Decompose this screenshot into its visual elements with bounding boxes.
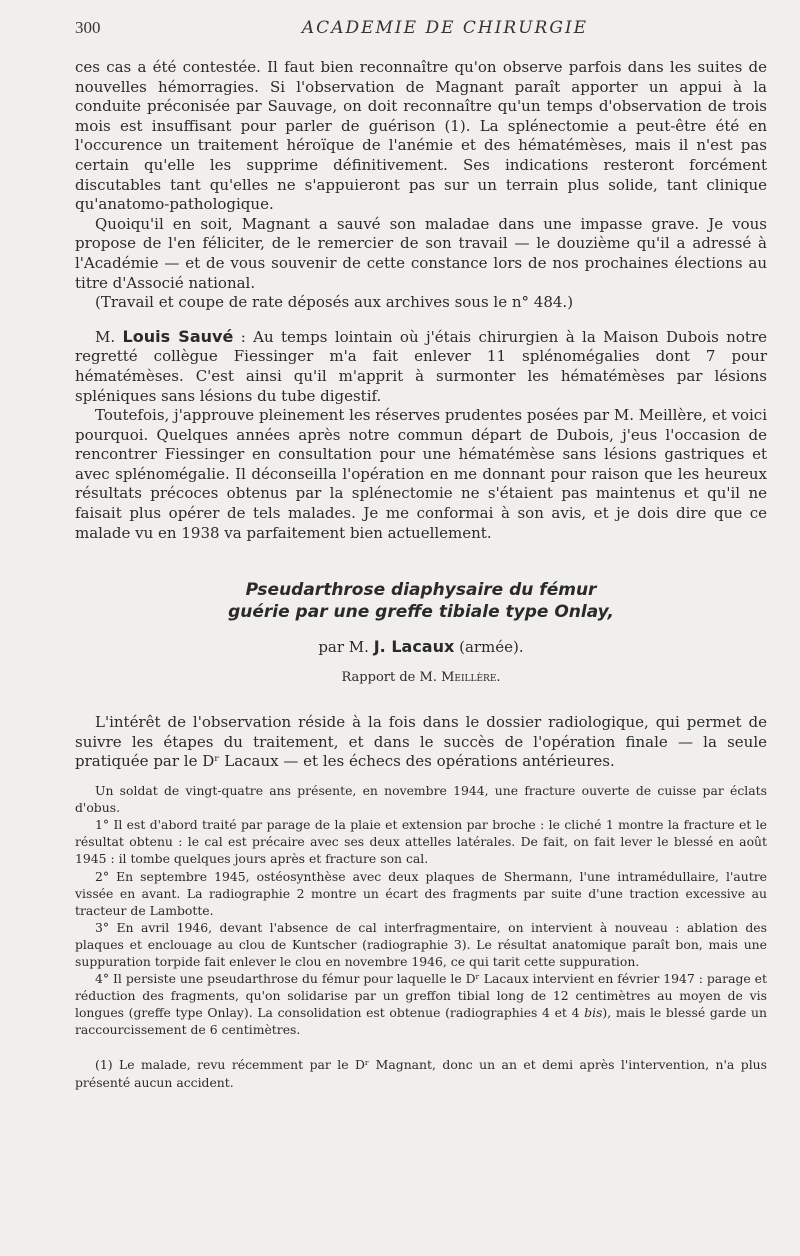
article-byline: par M. J. Lacaux (armée).	[318, 637, 524, 657]
speaker-text: : Au temps lointain où j'étais chirurgien à la Maison Dubois notre regretté collègue Fiessinger m'a fait enlever 11 splénomégalies dont 7 pour hématémèses. C'est ainsi qu'il m'apprit à surmonter les hématémèses par lésions spléniques sans lésions du tube digestif.	[75, 327, 767, 405]
article-author: J. Lacaux	[373, 637, 455, 657]
paragraph-continuation: ces cas a été contestée. Il faut bien reconnaître qu'on observe parfois dans les suites de nouvelles hémorragies. Si l'observation de Magnant paraît apporter un appui à la conduite préconisée par Sauvage, on doit reconnaître qu'un temps d'observation de trois mois est insuffisant pour parler de guérison (1). La splénectomie a peut-être été en l'occurence un traitement héroïque de l'anémie et des hématémèses, mais il n'est pas certain qu'elle les supprime définitivement. Ses indications resteront forcément discutables tant qu'elles ne s'appuieront pas sur un terrain plus solide, tant clinique qu'anatomo-pathologique.	[75, 58, 767, 214]
paragraph-sauve-reservations: Toutefois, j'approuve pleinement les réserves prudentes posées par M. Meillère, et voici pourquoi. Quelques années après notre commun départ de Dubois, j'eus l'occasion de rencontrer Fiessinger en consultation pour une hématémèse sans lésions gastriques et avec splénomégalie. Il déconseilla l'opération en me donnant pour raison que les heureux résultats précoces obtenus par la splénectomie ne s'étaient pas maintenus et qu'il ne faisait plus opérer de tels malades. Je me conformai à son avis, et je dois dire que ce malade vu en 1938 va parfaitement bien actuellement.	[75, 406, 768, 542]
footnote	[75, 1056, 767, 1090]
paragraph-intro: L'intérêt de l'observation réside à la fois dans le dossier radiologique, qui permet de suivre les étapes du traitement, et dans le succès de l'opération finale — la seule pratiquée par le Dʳ Lacaux — et les échecs des opérations antérieures.	[75, 713, 767, 771]
speaker-name: Louis Sauvé	[122, 326, 234, 346]
journal-title: ACADEMIE DE CHIRURGIE	[301, 18, 589, 38]
speaker-prefix: M.	[95, 327, 116, 346]
case-paragraph-3: 2° En septembre 1945, ostéosynthèse avec deux plaques de Shermann, l'une intramédullaire, l'autre vissée en avant. La radiographie 2 montre un écart des fragments par suite d'une traction excessive au tracteur de Lambotte.	[75, 868, 767, 918]
footnote-text: (1) Le malade, revu récemment par le Dʳ Magnant, donc un an et demi après l'intervention, n'a plus présenté aucun accident.	[75, 1057, 767, 1090]
case-paragraph-5: 4° Il persiste une pseudarthrose du fémur pour laquelle le Dʳ Lacaux intervient en février 1947 : parage et réduction des fragments, qu'on solidarise par un greffon tibial long de 12 centimètres au moyen de vis longues (greffe type Onlay). La consolidation est obtenue (radiographies 4 et 4 bis), mais le blessé garde un raccourcissement de 6 centimètres.	[75, 971, 767, 1038]
paragraph-archive-note: (Travail et coupe de rate déposés aux archives sous le n° 484.)	[95, 293, 574, 312]
case-report	[75, 782, 767, 1038]
article-report-line: Rapport de M. Meillère.	[341, 670, 501, 686]
article-heading	[75, 579, 767, 685]
page-number: 300	[75, 18, 101, 37]
report-author: Meillère.	[441, 670, 501, 686]
article-title-line-2: guérie par une greffe tibiale type Onlay,	[228, 602, 614, 623]
page-body	[75, 58, 767, 1091]
paragraph-conclusion: Quoiqu'il en soit, Magnant a sauvé son maladae dans une impasse grave. Je vous propose de l'en féliciter, de le remercier de son travail — le douzième qu'il a adressé à l'Académie — et de vous souvenir de cette constance lors de nos prochaines élections au titre d'Associé national.	[75, 214, 767, 292]
article-affiliation: (armée).	[459, 638, 524, 657]
paragraph-sauve-intervention	[75, 327, 767, 406]
case-paragraph-2: 1° Il est d'abord traité par parage de la plaie et extension par broche : le cliché 1 montre la fracture et le résultat obtenu : le cal est précaire avec ses deux attelles latérales. De fait, on fait lever le blessé en août 1945 : il tombe quelques jours après et fracture son cal.	[75, 817, 767, 867]
case-paragraph-4: 3° En avril 1946, devant l'absence de cal interfragmentaire, on intervient à nouveau : ablation des plaques et enclouage au clou de Kuntscher (radiographie 3). Le résultat anatomique paraît bon, mais une suppuration torpide fait enlever le clou en novembre 1946, ce qui tarit cette suppuration.	[75, 919, 767, 969]
article-title-line-1: Pseudarthrose diaphysaire du fémur	[245, 580, 597, 601]
running-header	[75, 18, 765, 42]
case-paragraph-1: Un soldat de vingt-quatre ans présente, en novembre 1944, une fracture ouverte de cuisse par éclats d'obus.	[75, 783, 767, 816]
